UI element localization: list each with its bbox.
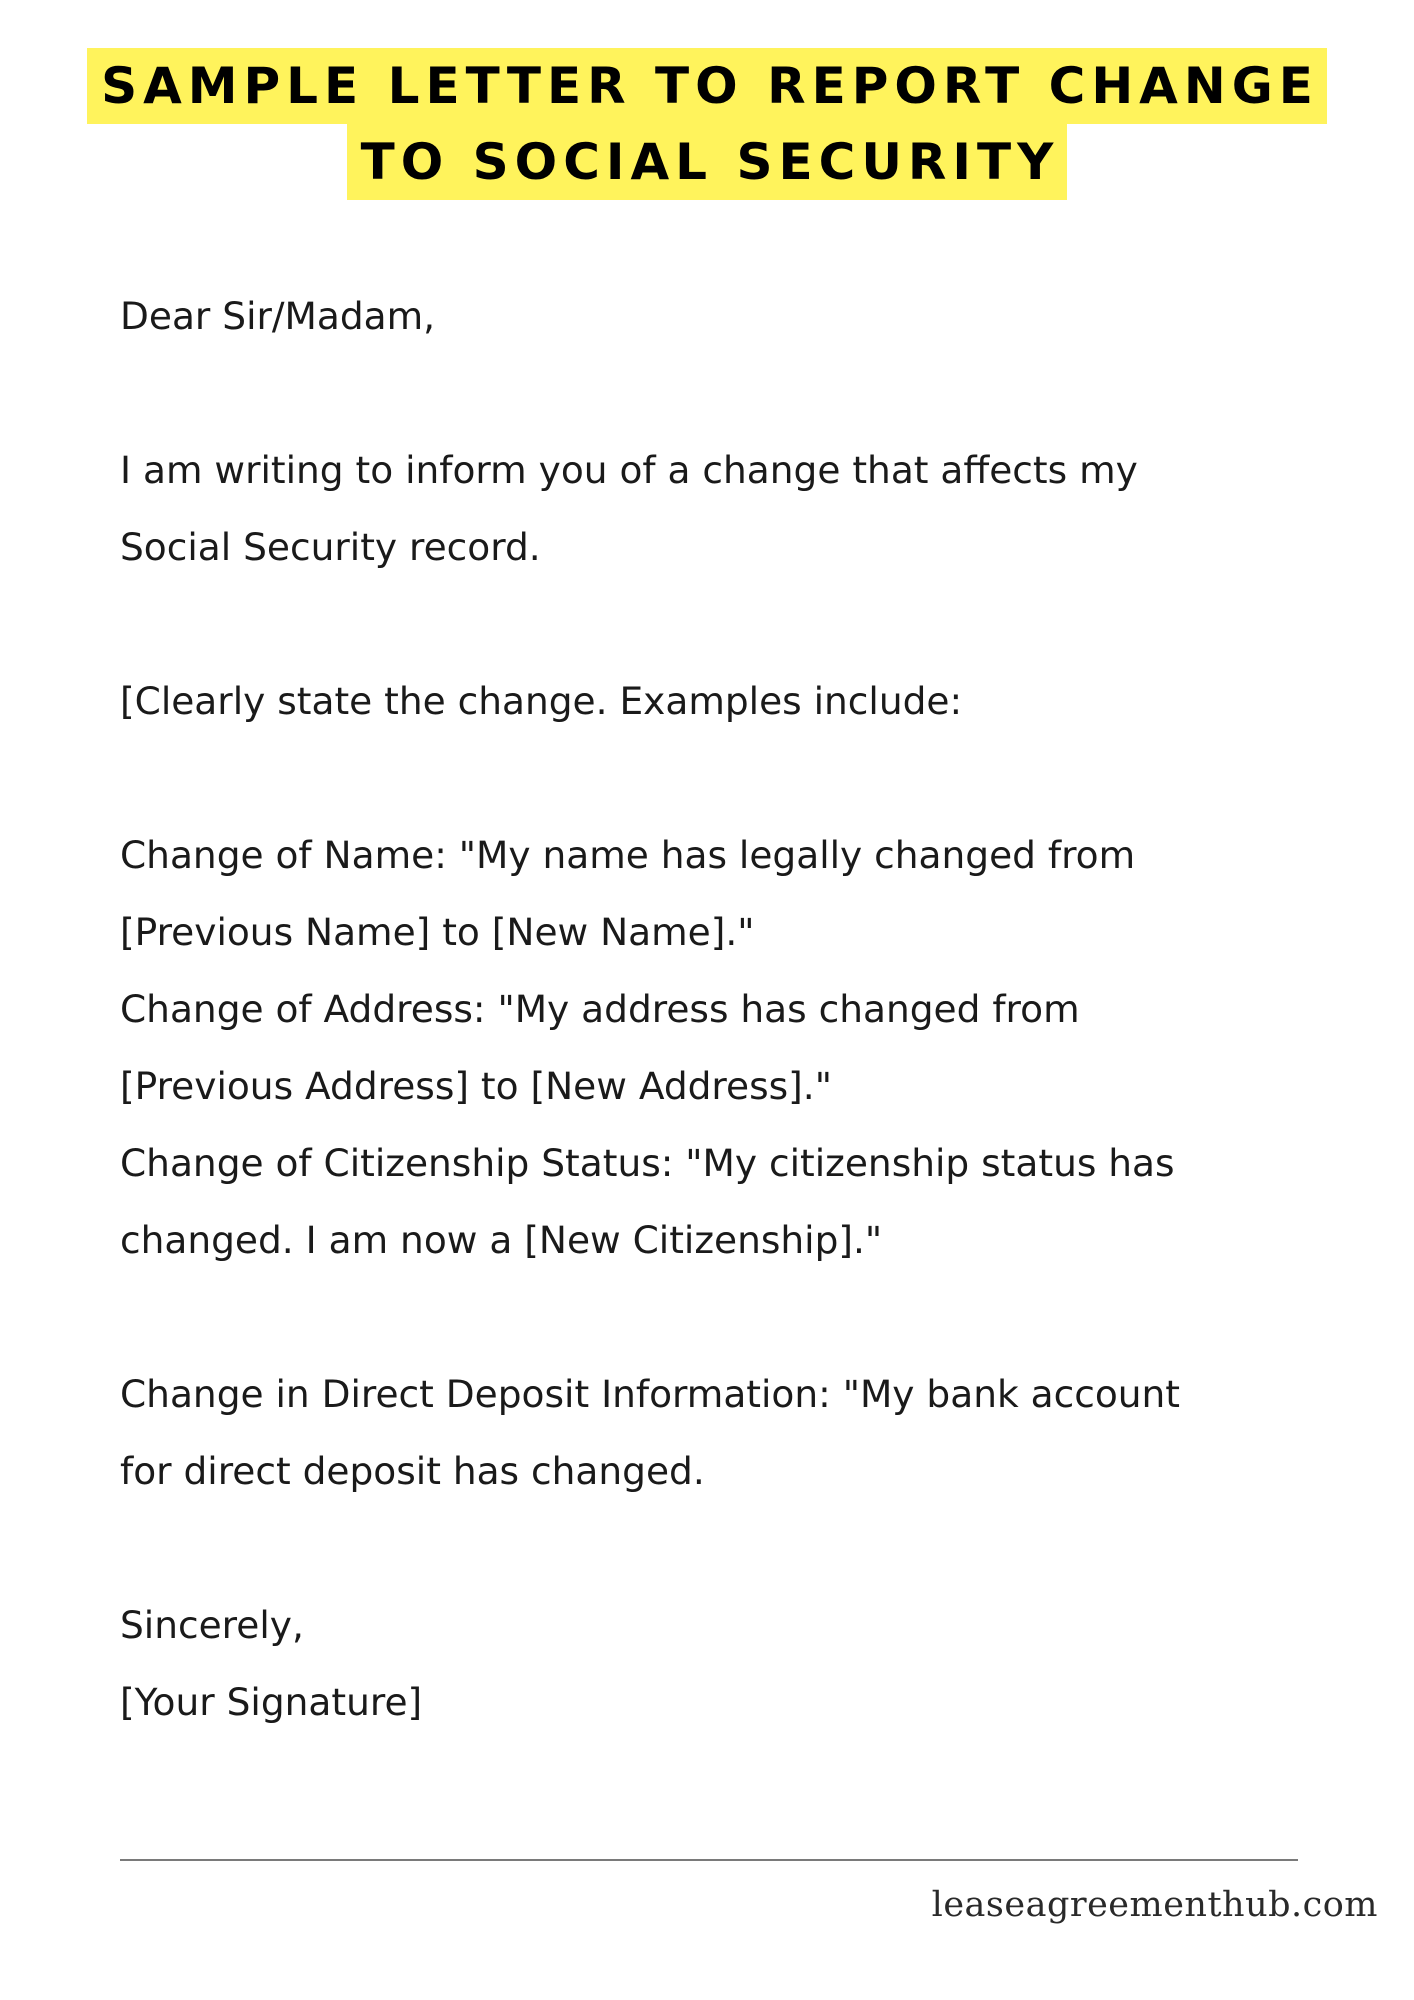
paragraph-gap [120,355,1350,432]
intro-line-2: Social Security record. [120,525,541,569]
deposit-change-line-2: for direct deposit has changed. [120,1449,705,1493]
title-line-2: TO SOCIAL SECURITY [347,124,1068,200]
address-change-line-2: [Previous Address] to [New Address]." [120,1064,832,1108]
signature-placeholder: [Your Signature] [120,1680,423,1724]
name-change-line-1: Change of Name: "My name has legally changed from [120,833,1136,877]
citizenship-change-line-1: Change of Citizenship Status: "My citizenship status has [120,1141,1175,1185]
footer-website: leaseagreementhub.com [931,1885,1378,1925]
name-change-line-2: [Previous Name] to [New Name]." [120,910,755,954]
greeting: Dear Sir/Madam, [120,294,436,338]
footer-divider [120,1859,1298,1861]
document-title [0,48,1414,200]
deposit-change-line-1: Change in Direct Deposit Information: "My bank account [120,1372,1180,1416]
closing: Sincerely, [120,1603,304,1647]
paragraph-gap [120,1279,1350,1356]
paragraph-gap [120,586,1350,663]
letter-body [120,278,1350,1741]
intro-line-1: I am writing to inform you of a change that affects my [120,448,1138,492]
citizenship-change-line-2: changed. I am now a [New Citizenship]." [120,1218,883,1262]
examples-intro: [Clearly state the change. Examples include: [120,679,963,723]
title-line-1: SAMPLE LETTER TO REPORT CHANGE [87,48,1327,124]
paragraph-gap [120,740,1350,817]
paragraph-gap [120,1510,1350,1587]
address-change-line-1: Change of Address: "My address has changed from [120,987,1080,1031]
